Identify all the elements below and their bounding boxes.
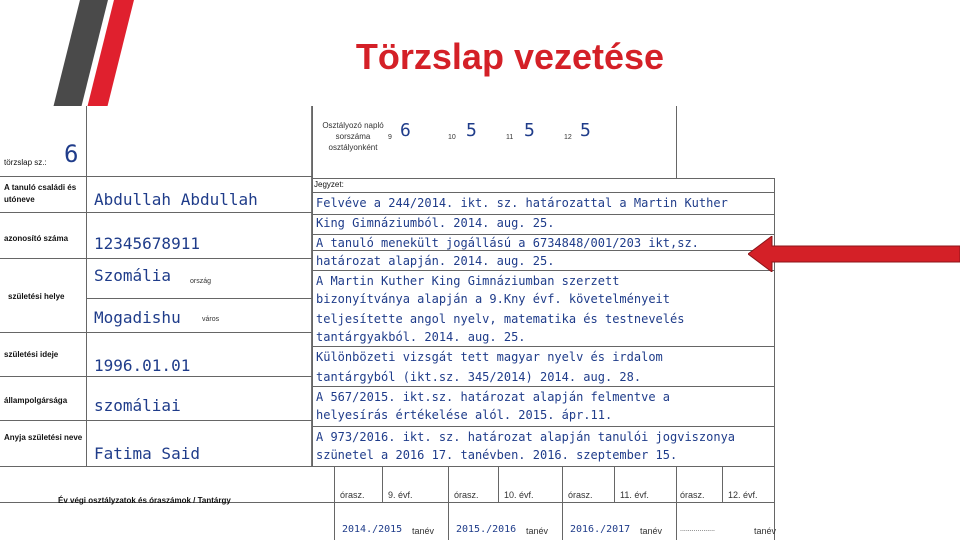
field-value-birthdate: 1996.01.01 bbox=[94, 356, 191, 375]
note-line: King Gimnáziumból. 2014. aug. 25. bbox=[316, 216, 555, 230]
grade-class-10: 10 bbox=[448, 134, 456, 141]
note-line: A 567/2015. ikt.sz. határozat alapján felmentve a bbox=[316, 390, 671, 404]
field-value-citizenship: szomáliai bbox=[94, 396, 181, 415]
orasz-label: órasz. bbox=[568, 490, 593, 500]
grade-class-11: 11 bbox=[506, 134, 514, 141]
grade-class-9: 9 bbox=[388, 134, 392, 141]
tanev-value: .................. bbox=[680, 526, 716, 533]
naplo-label: Osztályozó napló sorszáma osztályonként bbox=[322, 121, 384, 152]
torzslap-number: 6 bbox=[64, 140, 79, 168]
tanev-suffix: tanév bbox=[640, 526, 663, 536]
jegyzet-label: Jegyzet: bbox=[314, 180, 344, 189]
grade-value-10: 5 bbox=[466, 120, 477, 141]
field-value-name: Abdullah Abdullah bbox=[94, 190, 258, 209]
tanev-suffix: tanév bbox=[526, 526, 549, 536]
orasz-label: órasz. bbox=[454, 490, 479, 500]
note-line: A tanuló menekült jogállású a 6734848/001/203 ikt,sz. bbox=[316, 236, 699, 250]
evf-label: 12. évf. bbox=[728, 490, 758, 500]
field-value-country: Szomália bbox=[94, 266, 172, 285]
tanev-value: 2015./2016 bbox=[456, 524, 517, 535]
note-line: tantárgyakból. 2014. aug. 25. bbox=[316, 330, 526, 344]
note-line: helyesírás értékelése alól. 2015. ápr.11. bbox=[316, 408, 613, 422]
note-line: teljesítette angol nyelv, matematika és testnevelés bbox=[316, 312, 685, 326]
note-line: bizonyítványa alapján a 9.Kny évf. követelményeit bbox=[316, 292, 671, 306]
tanev-value: 2016./2017 bbox=[570, 524, 631, 535]
grade-value-11: 5 bbox=[524, 120, 535, 141]
field-label-name: A tanuló családi és utóneve bbox=[4, 183, 77, 204]
field-suffix-city: város bbox=[202, 316, 220, 323]
bottom-label: Év végi osztályzatok és óraszámok / Tantárgy bbox=[58, 496, 231, 505]
field-label-birthplace: születési helye bbox=[8, 292, 65, 301]
slide-title: Törzslap vezetése bbox=[355, 36, 665, 77]
grade-value-9: 6 bbox=[400, 120, 411, 141]
field-suffix-country: ország bbox=[190, 278, 212, 285]
note-line: Különbözeti vizsgát tett magyar nyelv és irdalom bbox=[316, 350, 663, 364]
note-line: Felvéve a 244/2014. ikt. sz. határozattal a Martin Kuther bbox=[316, 196, 728, 210]
field-label-id: azonosító száma bbox=[4, 234, 69, 243]
tanev-suffix: tanév bbox=[754, 526, 776, 536]
note-line: határozat alapján. 2014. aug. 25. bbox=[316, 254, 555, 268]
grade-class-12: 12 bbox=[564, 134, 572, 141]
evf-label: 10. évf. bbox=[504, 490, 534, 500]
tanev-value: 2014./2015 bbox=[342, 524, 403, 535]
tanev-suffix: tanév bbox=[412, 526, 435, 536]
torzslap-sheet bbox=[0, 106, 776, 540]
note-line: A 973/2016. ikt. sz. határozat alapján tanulói jogviszonya bbox=[316, 430, 736, 444]
grade-value-12: 5 bbox=[580, 120, 591, 141]
field-label-mother: Anyja születési neve bbox=[4, 433, 83, 442]
note-line: A Martin Kuther King Gimnáziumban szerzett bbox=[316, 274, 620, 288]
note-line: szünetel a 2016 17. tanévben. 2016. szeptember 15. bbox=[316, 448, 678, 462]
evf-label: 11. évf. bbox=[620, 490, 649, 500]
field-value-mother: Fatima Said bbox=[94, 444, 200, 463]
field-value-city: Mogadishu bbox=[94, 308, 181, 327]
orasz-label: órasz. bbox=[680, 490, 705, 500]
field-value-id: 12345678911 bbox=[94, 234, 200, 253]
torzslap-label: törzslap sz.: bbox=[4, 158, 47, 167]
orasz-label: órasz. bbox=[340, 490, 365, 500]
field-label-birthdate: születési ideje bbox=[4, 350, 59, 359]
arrow-left-icon bbox=[748, 236, 960, 272]
field-label-citizenship: állampolgársága bbox=[4, 396, 68, 405]
note-line: tantárgyból (ikt.sz. 345/2014) 2014. aug. 28. bbox=[316, 370, 642, 384]
evf-label: 9. évf. bbox=[388, 490, 413, 500]
